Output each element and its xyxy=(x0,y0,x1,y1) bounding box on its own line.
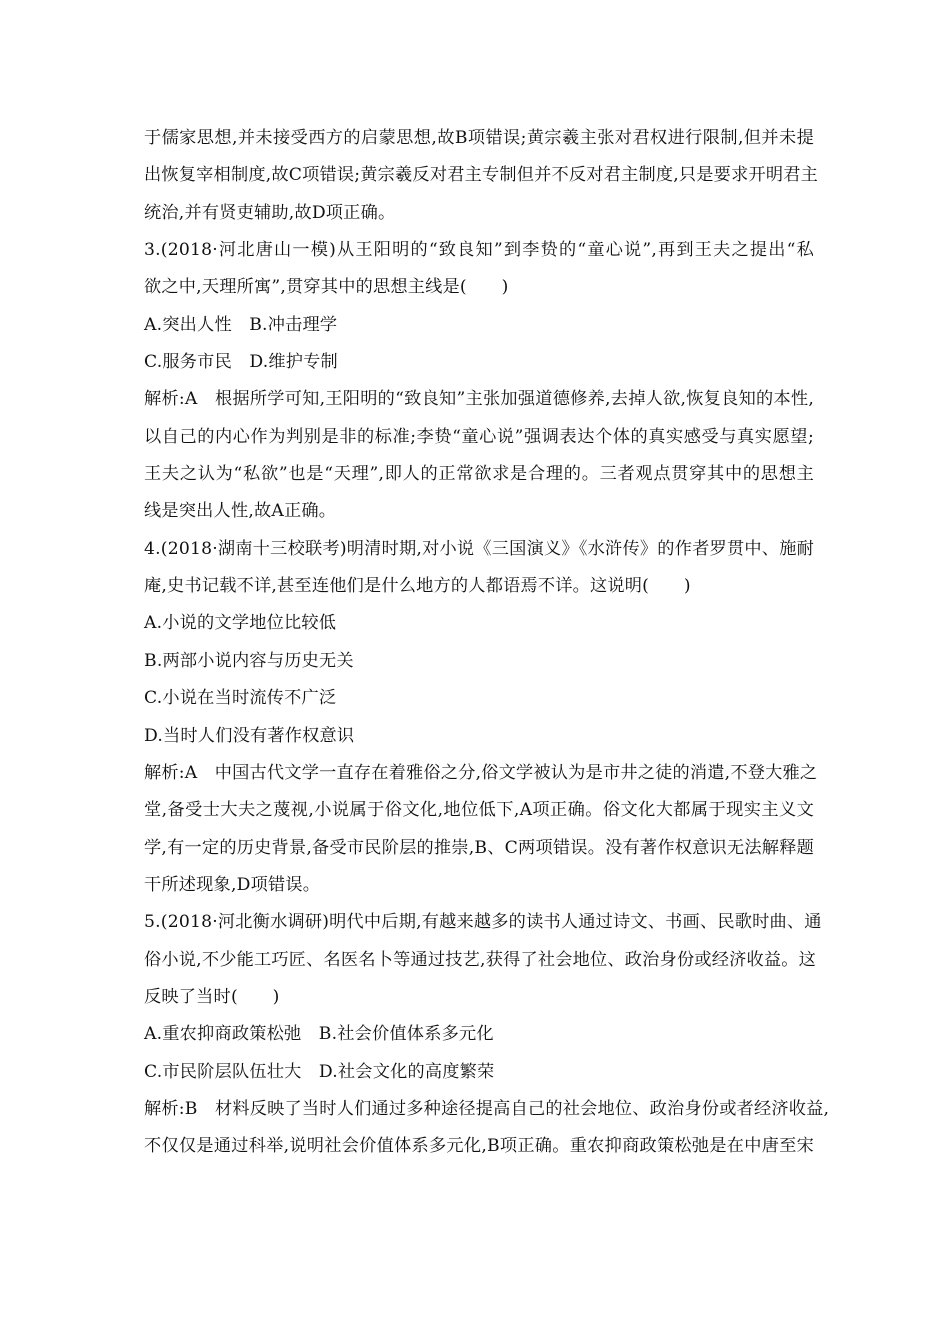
question-4-option-a: A.小说的文学地位比较低 xyxy=(144,613,337,634)
question-3-stem: 3.(2018·河北唐山一模)从王阳明的“致良知”到李贽的“童心说”,再到王夫之提出“私 xyxy=(144,240,814,261)
question-3-options: C.服务市民 D.维护专制 xyxy=(144,352,338,373)
question-4-stem: 庵,史书记载不详,甚至连他们是什么地方的人都语焉不详。这说明( ) xyxy=(144,576,691,597)
question-5-stem: 反映了当时( ) xyxy=(144,986,280,1007)
question-5-stem: 5.(2018·河北衡水调研)明代中后期,有越来越多的读书人通过诗文、书画、民歌时曲、通 xyxy=(144,912,822,933)
question-3-stem: 欲之中,天理所寓”,贯穿其中的思想主线是( ) xyxy=(144,277,509,298)
question-5-stem: 俗小说,不少能工巧匠、名医名卜等通过技艺,获得了社会地位、政治身份或经济收益。这 xyxy=(144,949,817,970)
question-3-analysis: 王夫之认为“私欲”也是“天理”,即人的正常欲求是合理的。三者观点贯穿其中的思想主 xyxy=(144,464,814,485)
question-3-analysis: 以自己的内心作为判别是非的标准;李贽“童心说”强调表达个体的真实感受与真实愿望; xyxy=(144,426,814,447)
question-5-analysis: 不仅仅是通过科举,说明社会价值体系多元化,B项正确。重农抑商政策松弛是在中唐至宋 xyxy=(144,1136,814,1157)
question-3-analysis: 解析:A 根据所学可知,王阳明的“致良知”主张加强道德修养,去掉人欲,恢复良知的本性, xyxy=(144,389,814,410)
question-4-option-d: D.当时人们没有著作权意识 xyxy=(144,725,355,746)
text-line: 于儒家思想,并未接受西方的启蒙思想,故B项错误;黄宗羲主张对君权进行限制,但并未提 xyxy=(144,128,814,148)
question-3-options: A.突出人性 B.冲击理学 xyxy=(144,314,338,335)
question-4-analysis: 学,有一定的历史背景,备受市民阶层的推崇,B、C两项错误。没有著作权意识无法解释题 xyxy=(144,837,814,858)
question-4-option-b: B.两部小说内容与历史无关 xyxy=(144,650,354,671)
question-3-analysis: 线是突出人性,故A正确。 xyxy=(144,501,337,522)
question-4-stem: 4.(2018·湖南十三校联考)明清时期,对小说《三国演义》《水浒传》的作者罗贯中、施耐 xyxy=(144,538,814,559)
question-4-analysis: 解析:A 中国古代文学一直存在着雅俗之分,俗文学被认为是市井之徒的消遣,不登大雅之 xyxy=(144,762,818,783)
question-4-analysis: 干所述现象,D项错误。 xyxy=(144,874,321,895)
text-line: 出恢复宰相制度,故C项错误;黄宗羲反对君主专制但并不反对君主制度,只是要求开明君主 xyxy=(144,165,819,186)
question-4-analysis: 堂,备受士大夫之蔑视,小说属于俗文化,地位低下,A项正确。俗文化大都属于现实主义文 xyxy=(144,800,814,821)
question-5-options: A.重农抑商政策松弛 B.社会价值体系多元化 xyxy=(144,1024,494,1045)
text-line: 统治,并有贤吏辅助,故D项正确。 xyxy=(144,202,396,223)
question-4-option-c: C.小说在当时流传不广泛 xyxy=(144,688,337,709)
document-body xyxy=(144,120,830,1166)
question-5-analysis: 解析:B 材料反映了当时人们通过多种途径提高自己的社会地位、政治身份或者经济收益, xyxy=(144,1098,830,1119)
question-5-options: C.市民阶层队伍壮大 D.社会文化的高度繁荣 xyxy=(144,1061,495,1082)
